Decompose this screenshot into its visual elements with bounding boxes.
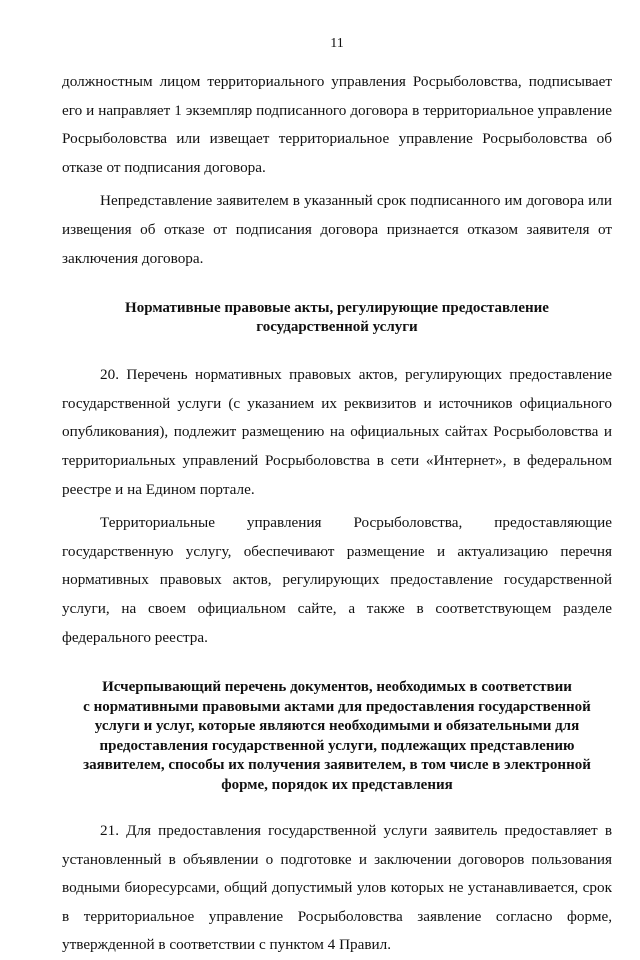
heading-line: Исчерпывающий перечень документов, необходимых в соответствии xyxy=(102,679,572,696)
heading-line: форме, порядок их представления xyxy=(221,776,453,793)
heading-line: Нормативные правовые акты, регулирующие предоставление xyxy=(125,300,549,317)
heading-line: заявителем, способы их получения заявителем, в том числе в электронной xyxy=(83,757,591,774)
section-heading-documents-list xyxy=(62,678,612,795)
paragraph-21: 21. Для предоставления государственной услуги заявитель предоставляет в установленный в объявлении о подготовке и заключении договоров пользования водными биоресурсами, общий допустимый улов которых не устанавливается, срок в территориальное управление Росрыболовства заявление согласно форме, утвержденной в соответствии с пунктом 4 Правил. xyxy=(62,822,612,954)
heading-line: с нормативными правовыми актами для предоставления государственной xyxy=(83,698,591,715)
section-heading-legal-acts xyxy=(62,299,612,337)
heading-line: государственной услуги xyxy=(256,319,418,336)
paragraph-territorial-offices: Территориальные управления Росрыболовства, предоставляющие государственную услугу, обеспечивают размещение и актуализацию перечня нормативных правовых актов, регулирующих предоставление государственной услуги, на своем официальном сайте, а также в соответствующем разделе федерального реестра. xyxy=(62,514,612,646)
heading-line: предоставления государственной услуги, подлежащих представлению xyxy=(99,737,575,754)
paragraph-20: 20. Перечень нормативных правовых актов, регулирующих предоставление государственной услуги (с указанием их реквизитов и источников официального опубликования), подлежит размещению на официальных сайтах Росрыболовства и территориальных управлений Росрыболовства в сети «Интернет», в федеральном реестре и на Едином портале. xyxy=(62,366,612,498)
paragraph-non-submission: Непредставление заявителем в указанный срок подписанного им договора или извещения об отказе от подписания договора признается отказом заявителя от заключения договора. xyxy=(62,192,612,267)
page-number: 11 xyxy=(330,36,344,51)
paragraph-continuation: должностным лицом территориального управления Росрыболовства, подписывает его и направляет 1 экземпляр подписанного договора в территориальное управление Росрыболовства или извещает территориальное управление Росрыболовства об отказе от подписания договора. xyxy=(62,73,612,176)
heading-line: услуги и услуг, которые являются необходимыми и обязательными для xyxy=(94,718,580,735)
